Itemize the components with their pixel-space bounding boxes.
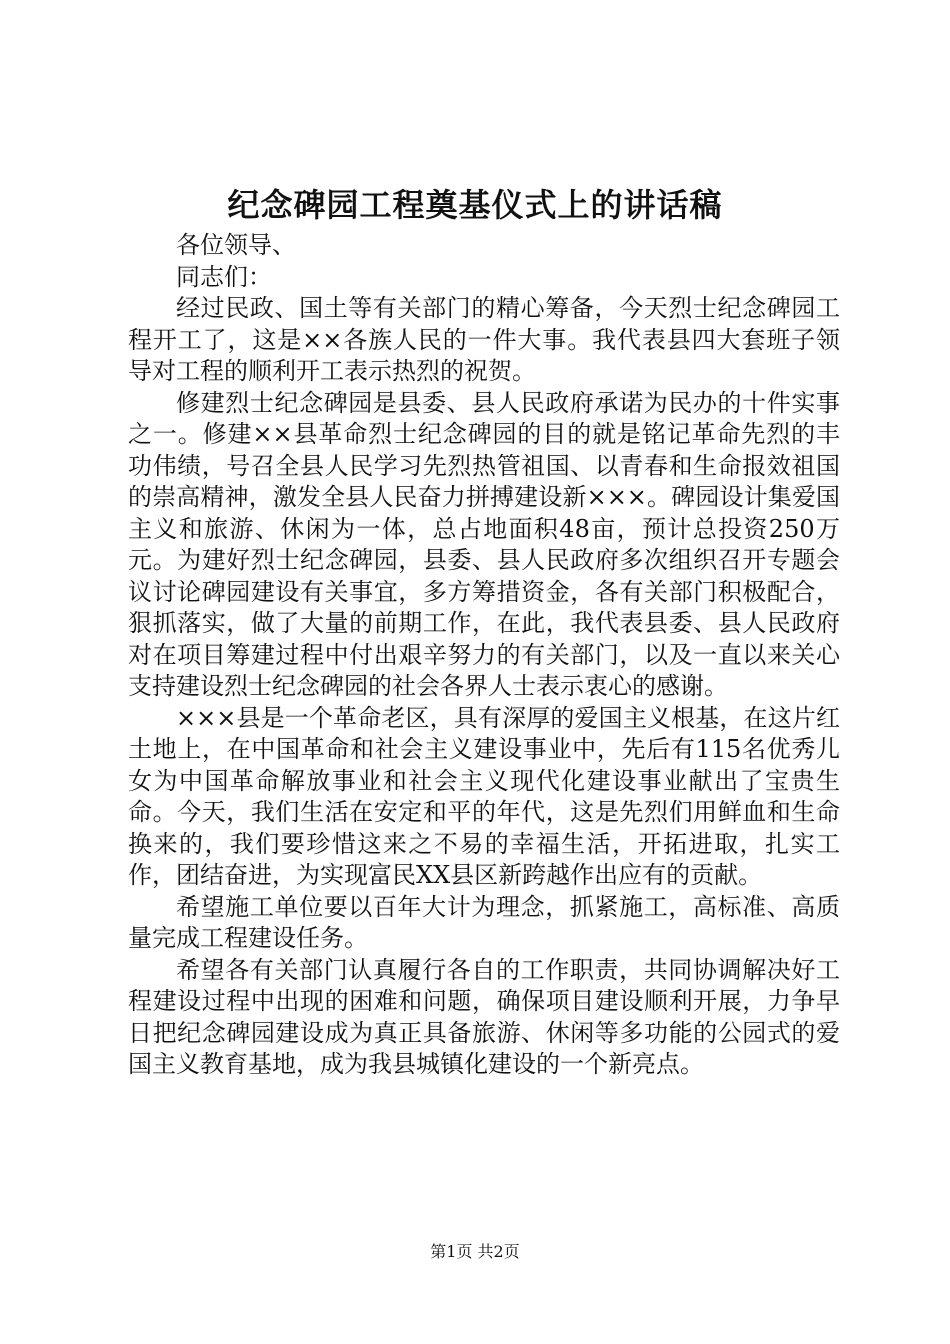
paragraph-history: ×××县是一个革命老区，具有深厚的爱国主义根基，在这片红土地上，在中国革命和社会主义建设事业中，先后有115名优秀儿女为中国革命解放事业和社会主义现代化建设事业献出了宝贵生命。今天，我们生活在安定和平的年代，这是先烈们用鲜血和生命换来的，我们要珍惜这来之不易的幸福生活，开拓进取，扎实工作，团结奋进，为实现富民XX县区新跨越作出应有的贡献。 bbox=[128, 703, 840, 889]
paragraph-purpose: 修建烈士纪念碑园是县委、县人民政府承诺为民办的十件实事之一。修建××县革命烈士纪念碑园的目的就是铭记革命先烈的丰功伟绩，号召全县人民学习先烈热管祖国、以青春和生命报效祖国的崇高精神，激发全县人民奋力拼搏建设新×××。碑园设计集爱国主义和旅游、休闲为一体，总占地面积48亩，预计总投资250万元。为建好烈士纪念碑园，县委、县人民政府多次组织召开专题会议讨论碑园建设有关事宜，多方筹措资金，各有关部门积极配合，狠抓落实，做了大量的前期工作，在此，我代表县委、县人民政府对在项目筹建过程中付出艰辛努力的有关部门，以及一直以来关心支持建设烈士纪念碑园的社会各界人士表示衷心的感谢。 bbox=[128, 388, 840, 700]
salutation-comrades: 同志们： bbox=[176, 262, 272, 291]
paragraph-construction-unit: 希望施工单位要以百年大计为理念，抓紧施工，高标准、高质量完成工程建设任务。 bbox=[128, 892, 840, 952]
salutation-leaders: 各位领导、 bbox=[176, 231, 296, 259]
paragraph-opening: 经过民政、国土等有关部门的精心筹备，今天烈士纪念碑园工程开工了，这是××各族人民的一件大事。我代表县四大套班子领导对工程的顺利开工表示热烈的祝贺。 bbox=[128, 294, 840, 385]
document-title: 纪念碑园工程奠基仪式上的讲话稿 bbox=[227, 186, 723, 224]
paragraph-departments: 希望各有关部门认真履行各自的工作职责，共同协调解决好工程建设过程中出现的困难和问题，确保项目建设顺利开展，力争早日把纪念碑园建设成为真正具备旅游、休闲等多功能的公园式的爱国主义教育基地，成为我县城镇化建设的一个新亮点。 bbox=[128, 955, 840, 1078]
document-body bbox=[128, 230, 840, 1081]
page-number-footer: 第1页 共2页 bbox=[430, 1242, 520, 1261]
